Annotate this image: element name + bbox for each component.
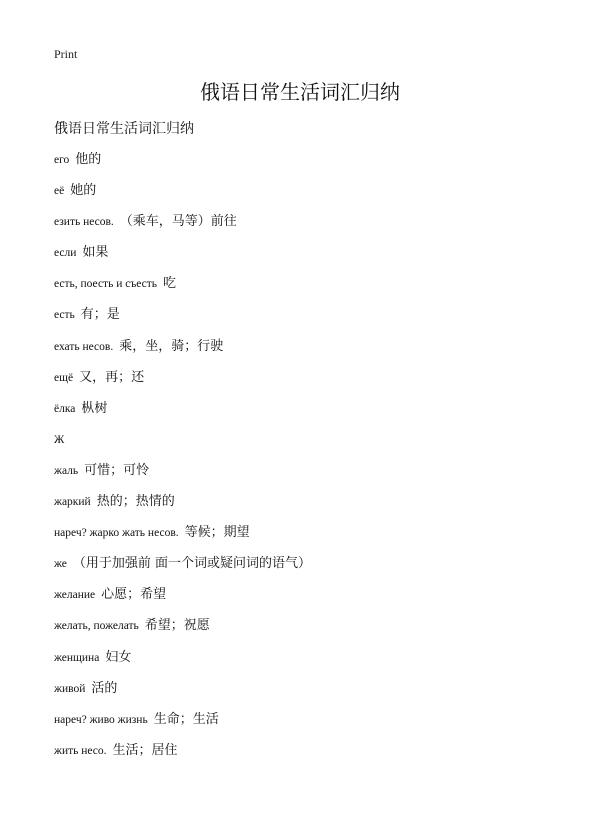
- vocab-entry: [54, 335, 311, 366]
- chinese-meaning: 妇女: [105, 649, 132, 665]
- russian-word: нареч? жарко жать несов.: [54, 527, 179, 540]
- document-subtitle: 俄语日常生活词汇归纳: [54, 121, 194, 137]
- vocabulary-list: [54, 148, 311, 770]
- chinese-meaning: 如果: [82, 245, 109, 261]
- russian-word: его: [54, 154, 70, 166]
- russian-word: ехать несов.: [54, 340, 114, 353]
- vocab-entry: [54, 677, 311, 708]
- vocab-entry: [54, 552, 311, 583]
- chinese-meaning: （用于加强前 面一个词或疑问词的语气）: [72, 556, 312, 572]
- vocab-entry: [54, 459, 311, 490]
- chinese-meaning: 心愿；希望: [101, 587, 167, 603]
- chinese-meaning: 她的: [70, 183, 97, 199]
- russian-word: есть, поесть и съесть: [54, 278, 158, 291]
- chinese-meaning: 枞树: [81, 400, 108, 416]
- chinese-meaning: 可惜；可怜: [84, 462, 150, 478]
- russian-word: жаркий: [54, 496, 91, 509]
- chinese-meaning: 乘，坐，骑；行驶: [119, 338, 224, 354]
- russian-word: жаль: [54, 464, 79, 477]
- vocab-entry: [54, 272, 311, 303]
- vocab-entry: [54, 490, 311, 521]
- vocab-entry: [54, 148, 311, 179]
- section-letter: [54, 428, 311, 459]
- chinese-meaning: （乘车，马等）前往: [119, 214, 237, 230]
- russian-word: езить несов.: [54, 216, 114, 229]
- chinese-meaning: 他的: [75, 152, 102, 167]
- russian-word: если: [54, 247, 77, 260]
- vocab-entry: [54, 583, 311, 614]
- vocab-entry: [54, 397, 311, 428]
- russian-word: желание: [54, 589, 96, 602]
- chinese-meaning: 热的；热情的: [96, 494, 175, 510]
- russian-word: живой: [54, 682, 86, 695]
- print-link[interactable]: Print: [54, 47, 78, 61]
- russian-word: же: [54, 558, 67, 571]
- vocab-entry: [54, 210, 311, 241]
- page-title: 俄语日常生活词汇归纳: [200, 80, 400, 104]
- chinese-meaning: 吃: [163, 276, 177, 292]
- vocab-entry: [54, 179, 311, 210]
- vocab-entry: [54, 303, 311, 334]
- vocab-entry: [54, 646, 311, 677]
- vocab-entry: [54, 708, 311, 739]
- chinese-meaning: 活的: [91, 680, 118, 696]
- chinese-meaning: 有；是: [80, 307, 120, 323]
- russian-word: ещё: [54, 371, 74, 384]
- russian-word: есть: [54, 309, 75, 322]
- vocab-entry: [54, 241, 311, 272]
- russian-word: женщина: [54, 651, 100, 664]
- chinese-meaning: 生活；居住: [112, 742, 178, 758]
- russian-word: ёлка: [54, 402, 76, 415]
- russian-word: жить несо.: [54, 744, 107, 757]
- russian-word: нареч? живо жизнь: [54, 713, 148, 726]
- vocab-entry: [54, 614, 311, 645]
- chinese-meaning: 等候；期望: [184, 525, 250, 541]
- chinese-meaning: 又，再；还: [79, 369, 145, 385]
- section-letter-label: Ж: [54, 433, 65, 446]
- russian-word: её: [54, 185, 65, 198]
- russian-word: желать, пожелать: [54, 620, 139, 633]
- chinese-meaning: 希望；祝愿: [144, 618, 210, 634]
- chinese-meaning: 生命；生活: [153, 711, 219, 727]
- vocab-entry: [54, 739, 311, 770]
- vocab-entry: [54, 366, 311, 397]
- vocab-entry: [54, 521, 311, 552]
